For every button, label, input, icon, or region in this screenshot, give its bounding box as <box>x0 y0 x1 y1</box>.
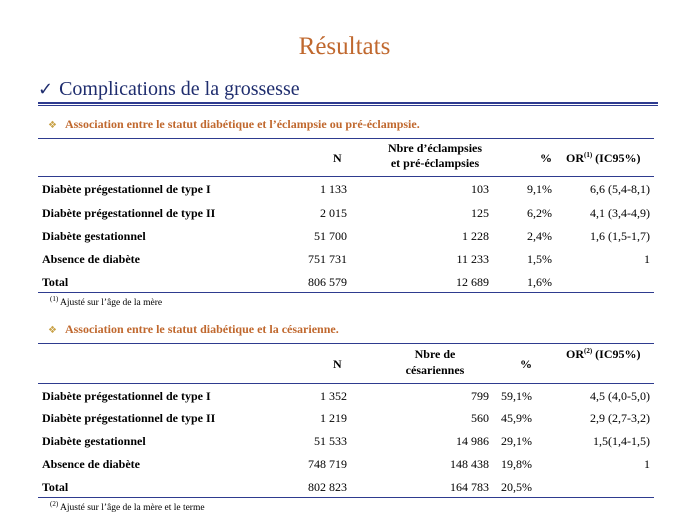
row-or: 4,1 (3,4-4,9) <box>590 206 650 220</box>
diamond-bullet-icon: ❖ <box>48 120 57 131</box>
table1-col-pct: % <box>540 151 552 165</box>
row-count: 14 986 <box>456 434 489 448</box>
row-or: 4,5 (4,0-5,0) <box>590 389 650 403</box>
row-pct: 19,8% <box>501 457 532 471</box>
row-n: 1 352 <box>320 389 347 403</box>
row-pct: 45,9% <box>501 411 532 425</box>
row-label: Diabète gestationnel <box>42 229 146 243</box>
row-n: 1 133 <box>320 182 347 196</box>
table1-bottom-rule <box>38 292 654 293</box>
table2-col-count-1: Nbre de <box>414 347 456 361</box>
row-or: 1 <box>644 457 650 471</box>
table1-footnote: $^{(1)}$ Ajusté sur l’âge de la mère <box>50 295 163 309</box>
row-count: 11 233 <box>456 252 489 266</box>
row-n: 751 731 <box>308 252 347 266</box>
row-or: 1,6 (1,5-1,7) <box>590 229 650 243</box>
row-or: 1 <box>644 252 650 266</box>
table2-col-count-2: césariennes <box>405 363 465 377</box>
row-label: Diabète prégestationnel de type I <box>42 182 211 196</box>
table2-heading <box>48 322 339 337</box>
row-pct: 1,6% <box>527 275 552 289</box>
row-n: 51 700 <box>314 229 347 243</box>
row-or: 2,9 (2,7-3,2) <box>590 411 650 425</box>
row-pct: 6,2% <box>527 206 552 220</box>
row-count: 1 228 <box>462 229 489 243</box>
row-or: 6,6 (5,4-8,1) <box>590 182 650 196</box>
row-n: 51 533 <box>314 434 347 448</box>
section-subtitle <box>38 78 300 101</box>
table2-header-rule <box>38 383 654 384</box>
table2-bottom-rule <box>38 497 654 498</box>
row-n: 748 719 <box>308 457 347 471</box>
table1-heading-text: Association entre le statut diabétique et l’éclampsie ou pré-éclampsie. <box>64 117 420 131</box>
row-n: 2 015 <box>320 206 347 220</box>
row-count: 125 <box>471 206 489 220</box>
row-count: 103 <box>471 182 489 196</box>
row-count: 148 438 <box>450 457 489 471</box>
table1-col-count-1: Nbre d’éclampsies <box>387 141 483 155</box>
title-divider <box>38 102 658 106</box>
table1-header-rule <box>38 176 654 177</box>
table1-top-rule <box>38 138 654 139</box>
table2-heading-text: Association entre le statut diabétique et la césarienne. <box>64 322 339 336</box>
table2-top-rule <box>38 343 654 344</box>
table2-col-n: N <box>333 357 342 371</box>
row-label: Diabète gestationnel <box>42 434 146 448</box>
row-n: 806 579 <box>308 275 347 289</box>
row-or: 1,5(1,4-1,5) <box>593 434 650 448</box>
row-label: Diabète prégestationnel de type II <box>42 206 216 220</box>
row-n: 1 219 <box>320 411 347 425</box>
row-pct: 9,1% <box>527 182 552 196</box>
row-pct: 20,5% <box>501 480 532 494</box>
row-pct: 1,5% <box>527 252 552 266</box>
row-count: 164 783 <box>450 480 489 494</box>
row-count: 560 <box>471 411 489 425</box>
table2-footnote: $^{(2)}$ Ajusté sur l’âge de la mère et le terme <box>50 500 205 514</box>
row-count: 12 689 <box>456 275 489 289</box>
diamond-bullet-icon: ❖ <box>48 325 57 336</box>
table1-heading <box>48 117 420 132</box>
row-pct: 2,4% <box>527 229 552 243</box>
row-pct: 29,1% <box>501 434 532 448</box>
row-label: Absence de diabète <box>42 457 140 471</box>
table1-col-or: OR$^{(1)}$ (IC95%) <box>566 151 641 165</box>
checkmark-icon: ✓ <box>38 79 54 100</box>
row-n: 802 823 <box>308 480 347 494</box>
row-label: Total <box>42 275 69 289</box>
row-count: 799 <box>471 389 489 403</box>
table2-col-or: OR$^{(2)}$ (IC95%) <box>566 347 641 361</box>
row-label: Absence de diabète <box>42 252 140 266</box>
page-title: Résultats <box>298 33 391 60</box>
row-label: Diabète prégestationnel de type I <box>42 389 211 403</box>
table2-col-pct: % <box>520 357 532 371</box>
row-label: Diabète prégestationnel de type II <box>42 411 216 425</box>
row-pct: 59,1% <box>501 389 532 403</box>
table1-col-n: N <box>333 151 342 165</box>
subtitle-text: Complications de la grossesse <box>59 78 300 100</box>
table1-col-count-2: et pré-éclampsies <box>390 156 480 170</box>
row-label: Total <box>42 480 69 494</box>
